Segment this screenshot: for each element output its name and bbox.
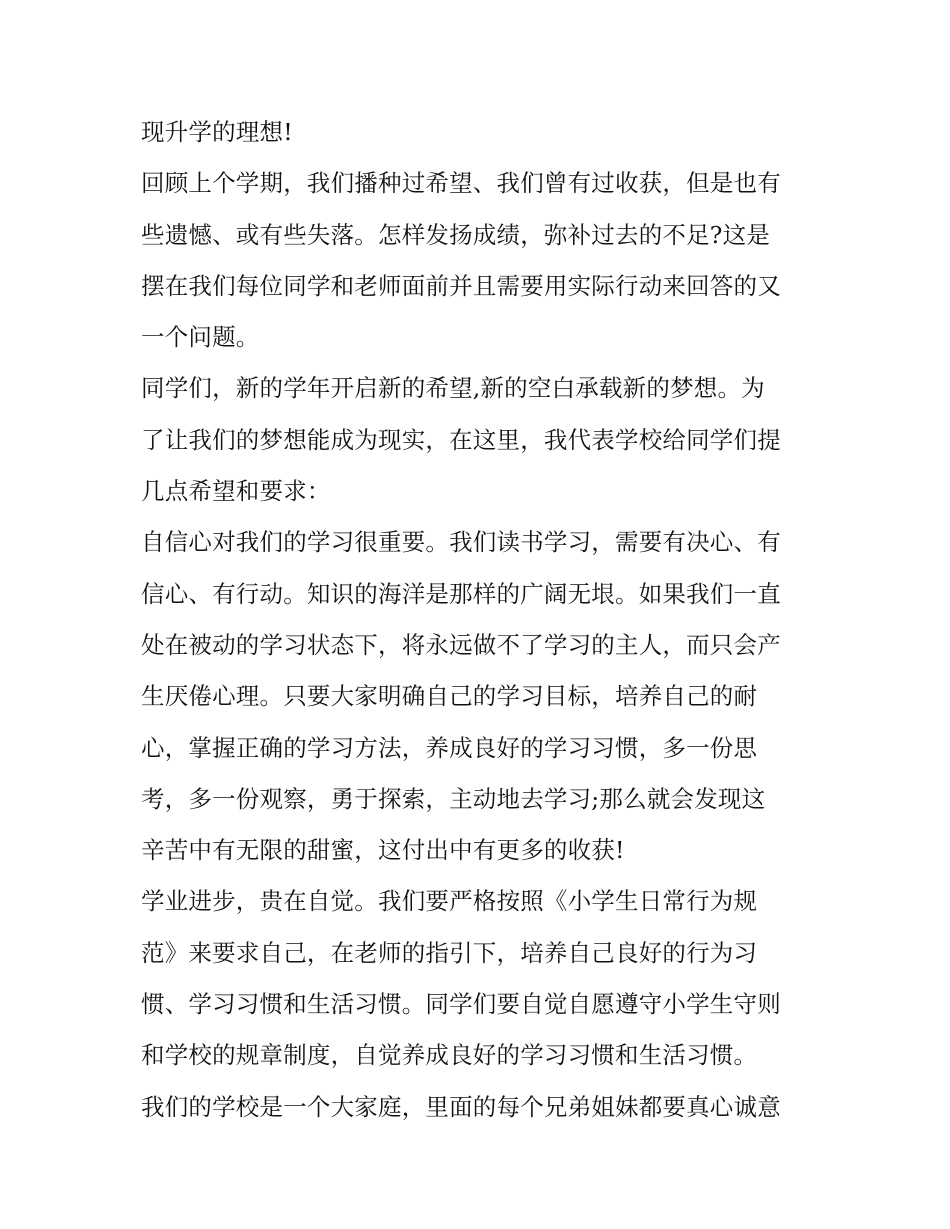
text-line: 学业进步，贵在自觉。我们要严格按照《小学生日常行为规 bbox=[141, 887, 758, 916]
text-line: 我们的学校是一个大家庭，里面的每个兄弟姐妹都要真心诚意 bbox=[141, 1092, 781, 1121]
text-line: 考，多一份观察，勇于探索，主动地去学习;那么就会发现这 bbox=[141, 784, 766, 813]
text-line: 自信心对我们的学习很重要。我们读书学习，需要有决心、有 bbox=[141, 528, 781, 557]
text-line: 同学们，新的学年开启新的希望,新的空白承载新的梦想。为 bbox=[141, 374, 765, 403]
text-line: 生厌倦心理。只要大家明确自己的学习目标，培养自己的耐 bbox=[141, 682, 758, 711]
text-line: 范》来要求自己，在老师的指引下，培养自己良好的行为习 bbox=[141, 938, 758, 967]
text-line: 现升学的理想! bbox=[141, 118, 293, 146]
text-line: 一个问题。 bbox=[141, 323, 260, 352]
text-line: 了让我们的梦想能成为现实，在这里，我代表学校给同学们提 bbox=[141, 425, 781, 454]
text-line: 摆在我们每位同学和老师面前并且需要用实际行动来回答的又 bbox=[141, 271, 781, 300]
text-line: 和学校的规章制度，自觉养成良好的学习习惯和生活习惯。 bbox=[141, 1041, 758, 1070]
text-line: 心，掌握正确的学习方法，养成良好的学习习惯，多一份思 bbox=[141, 733, 758, 762]
text-line: 辛苦中有无限的甜蜜，这付出中有更多的收获! bbox=[141, 836, 625, 865]
document-body bbox=[141, 107, 821, 1133]
text-line: 信心、有行动。知识的海洋是那样的广阔无垠。如果我们一直 bbox=[141, 579, 781, 608]
text-line: 回顾上个学期，我们播种过希望、我们曾有过收获，但是也有 bbox=[141, 169, 781, 198]
text-line: 处在被动的学习状态下，将永远做不了学习的主人，而只会产 bbox=[141, 630, 781, 659]
text-line: 惯、学习习惯和生活习惯。同学们要自觉自愿遵守小学生守则 bbox=[141, 990, 781, 1019]
text-line: 些遗憾、或有些失落。怎样发扬成绩，弥补过去的不足?这是 bbox=[141, 220, 770, 249]
text-line: 几点希望和要求： bbox=[141, 477, 331, 506]
